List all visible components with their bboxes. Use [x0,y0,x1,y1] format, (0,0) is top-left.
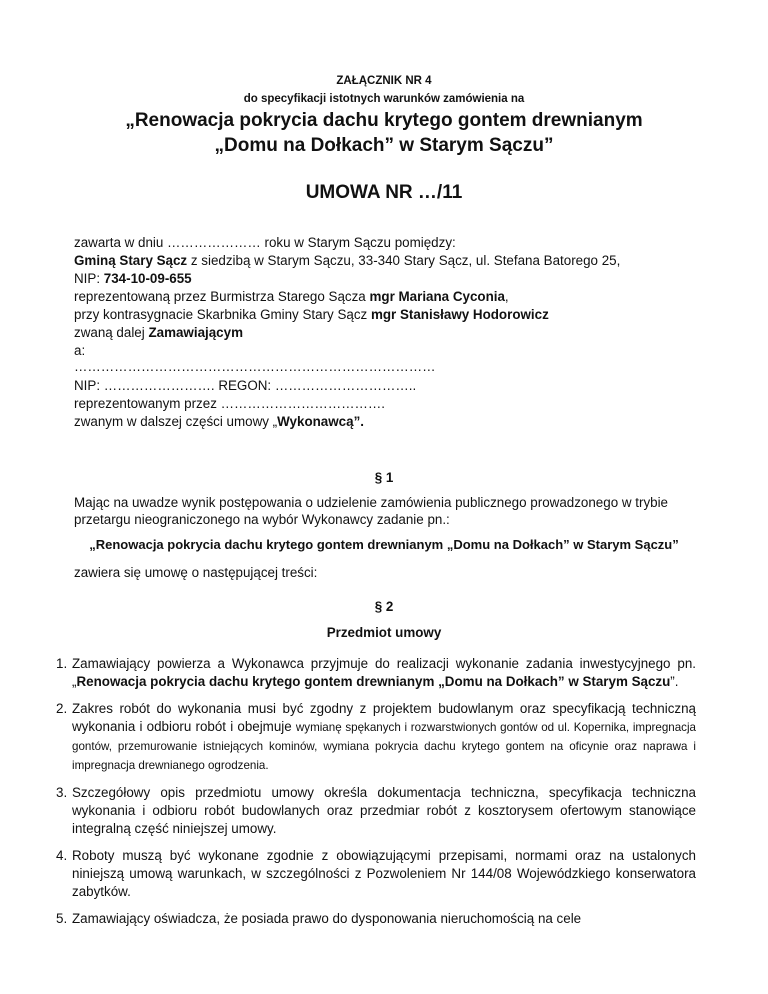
called-text: zwaną dalej [74,325,149,340]
contractor-rep-line: reprezentowanym przez ………………………………. [74,396,386,411]
contractor-called-line [74,413,364,430]
section-1-task: „Renowacja pokrycia dachu krytego gontem drewnianym „Domu na Dołkach” w Starym Sączu” [89,537,679,552]
nip-label: NIP: [74,271,104,286]
representative-name: mgr Mariana Cyconia [369,289,505,304]
attachment-label: ZAŁĄCZNIK NR 4 [336,75,432,87]
section-2-list [56,655,696,937]
municipality-address: z siedzibą w Starym Sączu, 33-340 Stary Sącz, ul. Stefana Batorego 25, [187,253,621,268]
item-text: Szczegółowy opis przedmiotu umowy określa dokumentacja techniczna, specyfikacja techniczna wykonania i odbioru robót budowlanych oraz przedmiar robót z kosztorysem ofertowym stanowiące integralną część niniejszej umowy. [72,785,696,836]
item-text: Zamawiający oświadcza, że posiada prawo do dysponowania nieruchomością na cele [72,911,582,926]
countersign-line [74,306,549,323]
called-line [74,324,243,341]
contract-number: UMOWA NR …/11 [305,182,463,203]
representative-line [74,288,509,305]
title-line-1: „Renowacja pokrycia dachu krytego gontem drewnianym [125,110,643,131]
item-number: 4. [56,848,68,863]
section-1-heading: § 1 [374,470,394,485]
item-task-name: Renowacja pokrycia dachu krytego gontem drewnianym „Domu na Dołkach” w Starym Sączu [76,674,671,689]
called-name: Zamawiającym [148,325,243,340]
contractor-called-name: Wykonawcą”. [277,414,364,429]
municipality-name: Gminą Stary Sącz [74,253,188,268]
municipality-line [74,252,620,269]
list-item [56,910,696,928]
section-2-heading: § 2 [374,599,394,614]
item-text: Roboty muszą być wykonane zgodnie z obowiązującymi przepisami, normami oraz na ustalonych niniejszą umową warunkach, w szczególności z Pozwoleniem Nr 144/08 Wojewódzkiego konserwatora zabytków. [72,848,696,899]
representative-end: , [504,289,509,304]
list-item [56,847,696,901]
list-item [56,784,696,838]
item-text: Zamawiający powierza a Wykonawca przyjmuje do realizacji wykonanie zadania inwestycyjnego pn. „ [72,656,696,689]
spec-line: do specyfikacji istotnych warunków zamówienia na [243,93,525,105]
item-number: 3. [56,785,68,800]
nip-value: 734-10-09-655 [103,271,192,286]
nip-regon-line: NIP: ……………………. REGON: ………………………….. [74,378,417,393]
title-line-2: „Domu na Dołkach” w Starym Sączu” [214,135,554,156]
representative-text: reprezentowaną przez Burmistrza Starego Sącza [74,289,370,304]
item-number: 5. [56,911,68,926]
countersign-text: przy kontrasygnacie Skarbnika Gminy Stary Sącz [74,307,371,322]
date-line: zawarta w dniu ………………… roku w Starym Sączu pomiędzy: [74,235,456,250]
contractor-dots: ……………………………………………………………………… [74,359,436,374]
item-text-end: ”. [670,674,679,689]
and-line: a: [74,343,86,358]
countersign-name: mgr Stanisławy Hodorowicz [370,307,549,322]
contractor-called-text: zwanym w dalszej części umowy „ [74,414,278,429]
nip-line [74,270,192,287]
item-text: Zakres robót do wykonania musi być zgodny z projektem budowlanym oraz specyfikacją techniczną wykonania i odbioru robót i obejmuje [72,701,696,734]
list-item [56,700,696,775]
list-item [56,655,696,691]
section-2-subheading: Przedmiot umowy [326,625,442,640]
section-1-text: Mając na uwadze wynik postępowania o udzielenie zamówienia publicznego prowadzonego w trybie przetargu nieograniczonego na wybór Wykonawcy zadanie pn.: [74,495,669,527]
item-number: 1. [56,656,68,671]
item-scope-text: wymianę spękanych i rozwarstwionych gontów od ul. Kopernika, impregnacja gontów, przemurowanie istniejących kominów, wymiana pokrycia dachu krytego gontem na oficynie oraz naprawa i impregnacja drewnianego ogrodzenia. [72,721,696,772]
section-1-closing: zawiera się umowę o następującej treści: [74,565,318,580]
item-number: 2. [56,701,68,716]
